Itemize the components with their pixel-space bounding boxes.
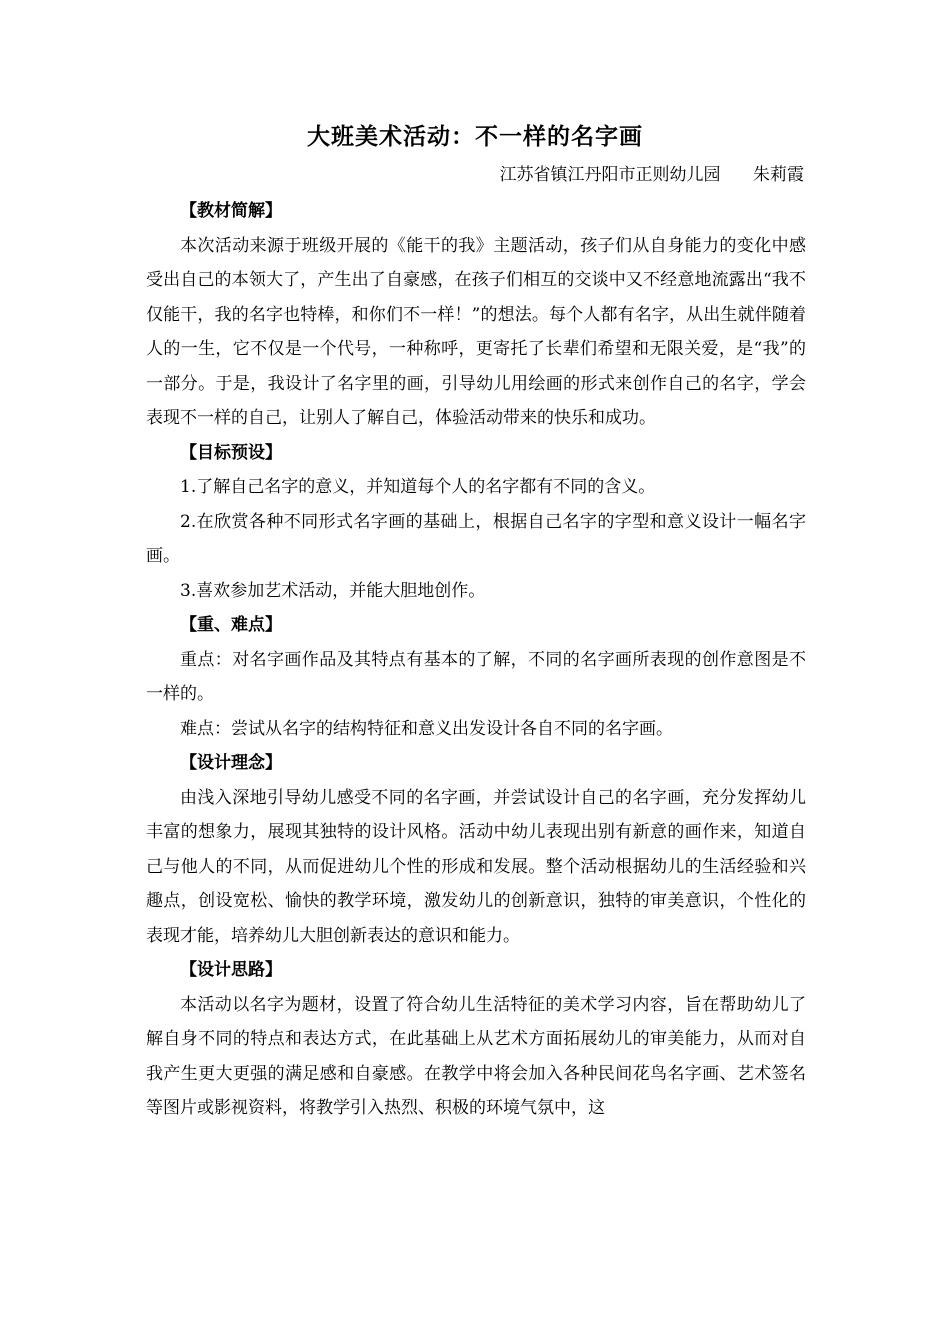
paragraph: 由浅入深地引导幼儿感受不同的名字画，并尝试设计自己的名字画，充分发挥幼儿丰富的想象力，展现其独特的设计风格。活动中幼儿表现出别有新意的画作来，知道自己与他人的不同，从而促进幼儿个性的形成和发展。整个活动根据幼儿的生活经验和兴趣点，创设宽松、愉快的教学环境，激发幼儿的创新意识，独特的审美意识，个性化的表现才能，培养幼儿大胆创新表达的意识和能力。 xyxy=(146,787,806,946)
section-heading-design-concept: 【设计理念】 xyxy=(180,753,282,773)
section-heading-goals: 【目标预设】 xyxy=(180,442,282,463)
document-title: 大班美术活动：不一样的名字画 xyxy=(307,124,643,150)
section-heading-key-points: 【重、难点】 xyxy=(180,615,282,635)
section-heading-design-approach: 【设计思路】 xyxy=(180,960,282,980)
goal-item: 3.喜欢参加艺术活动，并能大胆地创作。 xyxy=(180,580,486,601)
paragraph: 本活动以名字为题材，设置了符合幼儿生活特征的美术学习内容，旨在帮助幼儿了解自身不同的特点和表达方式，在此基础上从艺术方面拓展幼儿的审美能力，从而对自我产生更大更强的满足感和自豪感。在教学中将会加入各种民间花鸟名字画、艺术签名等图片或影视资料，将教学引入热烈、积极的环境气氛中，这 xyxy=(146,994,806,1118)
key-point: 重点：对名字画作品及其特点有基本的了解，不同的名字画所表现的创作意图是不一样的。 xyxy=(146,649,806,704)
goal-item: 1.了解自己名字的意义，并知道每个人的名字都有不同的含义。 xyxy=(180,477,656,497)
section-heading-materials: 【教材简解】 xyxy=(180,201,282,221)
document-body xyxy=(146,194,806,1126)
paragraph: 本次活动来源于班级开展的《能干的我》主题活动，孩子们从自身能力的变化中感受出自己的本领大了，产生出了自豪感，在孩子们相互的交谈中又不经意地流露出“我不仅能干，我的名字也特棒，和你们不一样！”的想法。每个人都有名字，从出生就伴随着人的一生，它不仅是一个代号，一种称呼，更寄托了长辈们希望和无限关爱，是“我”的一部分。于是，我设计了名字里的画，引导幼儿用绘画的形式来创作自己的名字，学会表现不一样的自己，让别人了解自己，体验活动带来的快乐和成功。 xyxy=(146,235,806,428)
goal-item: 2.在欣赏各种不同形式名字画的基础上，根据自己名字的字型和意义设计一幅名字画。 xyxy=(146,511,806,566)
difficult-point: 难点：尝试从名字的结构特征和意义出发设计各自不同的名字画。 xyxy=(180,718,673,739)
author-line: 江苏省镇江丹阳市正则幼儿园 朱莉霞 xyxy=(499,165,804,185)
